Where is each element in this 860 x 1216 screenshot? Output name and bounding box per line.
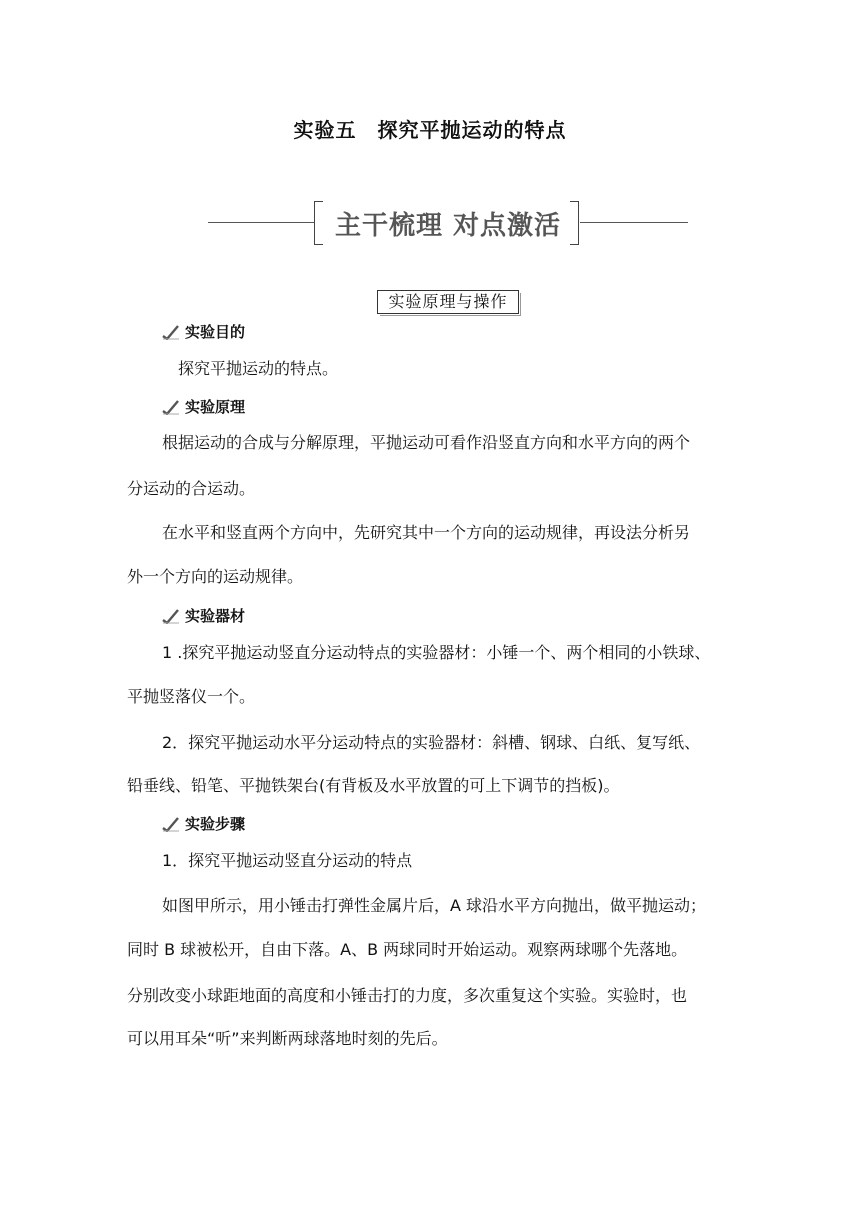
heading-equipment — [162, 606, 245, 626]
banner-bracket-left — [314, 201, 323, 245]
principle-line-3: 在水平和竖直两个方向中，先研究其中一个方向的运动规律，再设法分析另 — [162, 523, 691, 542]
page-title: 实验五 探究平抛运动的特点 — [293, 118, 567, 142]
equipment-line-1: 1 .探究平抛运动竖直分运动特点的实验器材：小锤一个、两个相同的小铁球、 — [162, 643, 711, 662]
heading-purpose-label: 实验目的 — [185, 323, 246, 341]
banner-title: 主干梳理 对点激活 — [334, 211, 562, 241]
heading-purpose — [162, 322, 245, 342]
checkmark-icon — [162, 608, 180, 624]
heading-steps-label: 实验步骤 — [185, 815, 246, 833]
checkmark-icon — [162, 324, 180, 340]
principle-line-4: 外一个方向的运动规律。 — [127, 567, 304, 586]
steps-line-2: 如图甲所示，用小锤击打弹性金属片后，A 球沿水平方向抛出，做平抛运动； — [162, 896, 707, 915]
banner-line-right — [580, 222, 688, 223]
checkmark-icon — [162, 399, 180, 415]
heading-principle-label: 实验原理 — [185, 398, 246, 416]
equipment-line-2: 平抛竖落仪一个。 — [127, 687, 256, 706]
banner-line-left — [208, 222, 314, 223]
heading-steps — [162, 814, 245, 834]
heading-principle — [162, 397, 245, 417]
steps-line-5: 可以用耳朵“听”来判断两球落地时刻的先后。 — [127, 1029, 448, 1048]
steps-line-3: 同时 B 球被松开，自由下落。A、B 两球同时开始运动。观察两球哪个先落地。 — [127, 940, 688, 959]
heading-equipment-label: 实验器材 — [185, 607, 246, 625]
purpose-line-1: 探究平抛运动的特点。 — [178, 359, 339, 378]
principle-line-2: 分运动的合运动。 — [127, 479, 256, 498]
equipment-line-4: 铅垂线、铅笔、平抛铁架台(有背板及水平放置的可上下调节的挡板)。 — [127, 776, 620, 795]
steps-line-4: 分别改变小球距地面的高度和小锤击打的力度，多次重复这个实验。实验时，也 — [127, 986, 688, 1005]
steps-line-1: 1．探究平抛运动竖直分运动的特点 — [162, 851, 413, 870]
section-box-label: 实验原理与操作 — [377, 290, 519, 314]
banner-bracket-right — [570, 201, 579, 245]
principle-line-1: 根据运动的合成与分解原理，平抛运动可看作沿竖直方向和水平方向的两个 — [162, 433, 691, 452]
checkmark-icon — [162, 816, 180, 832]
equipment-line-3: 2．探究平抛运动水平分运动特点的实验器材：斜槽、钢球、白纸、复写纸、 — [162, 733, 701, 752]
